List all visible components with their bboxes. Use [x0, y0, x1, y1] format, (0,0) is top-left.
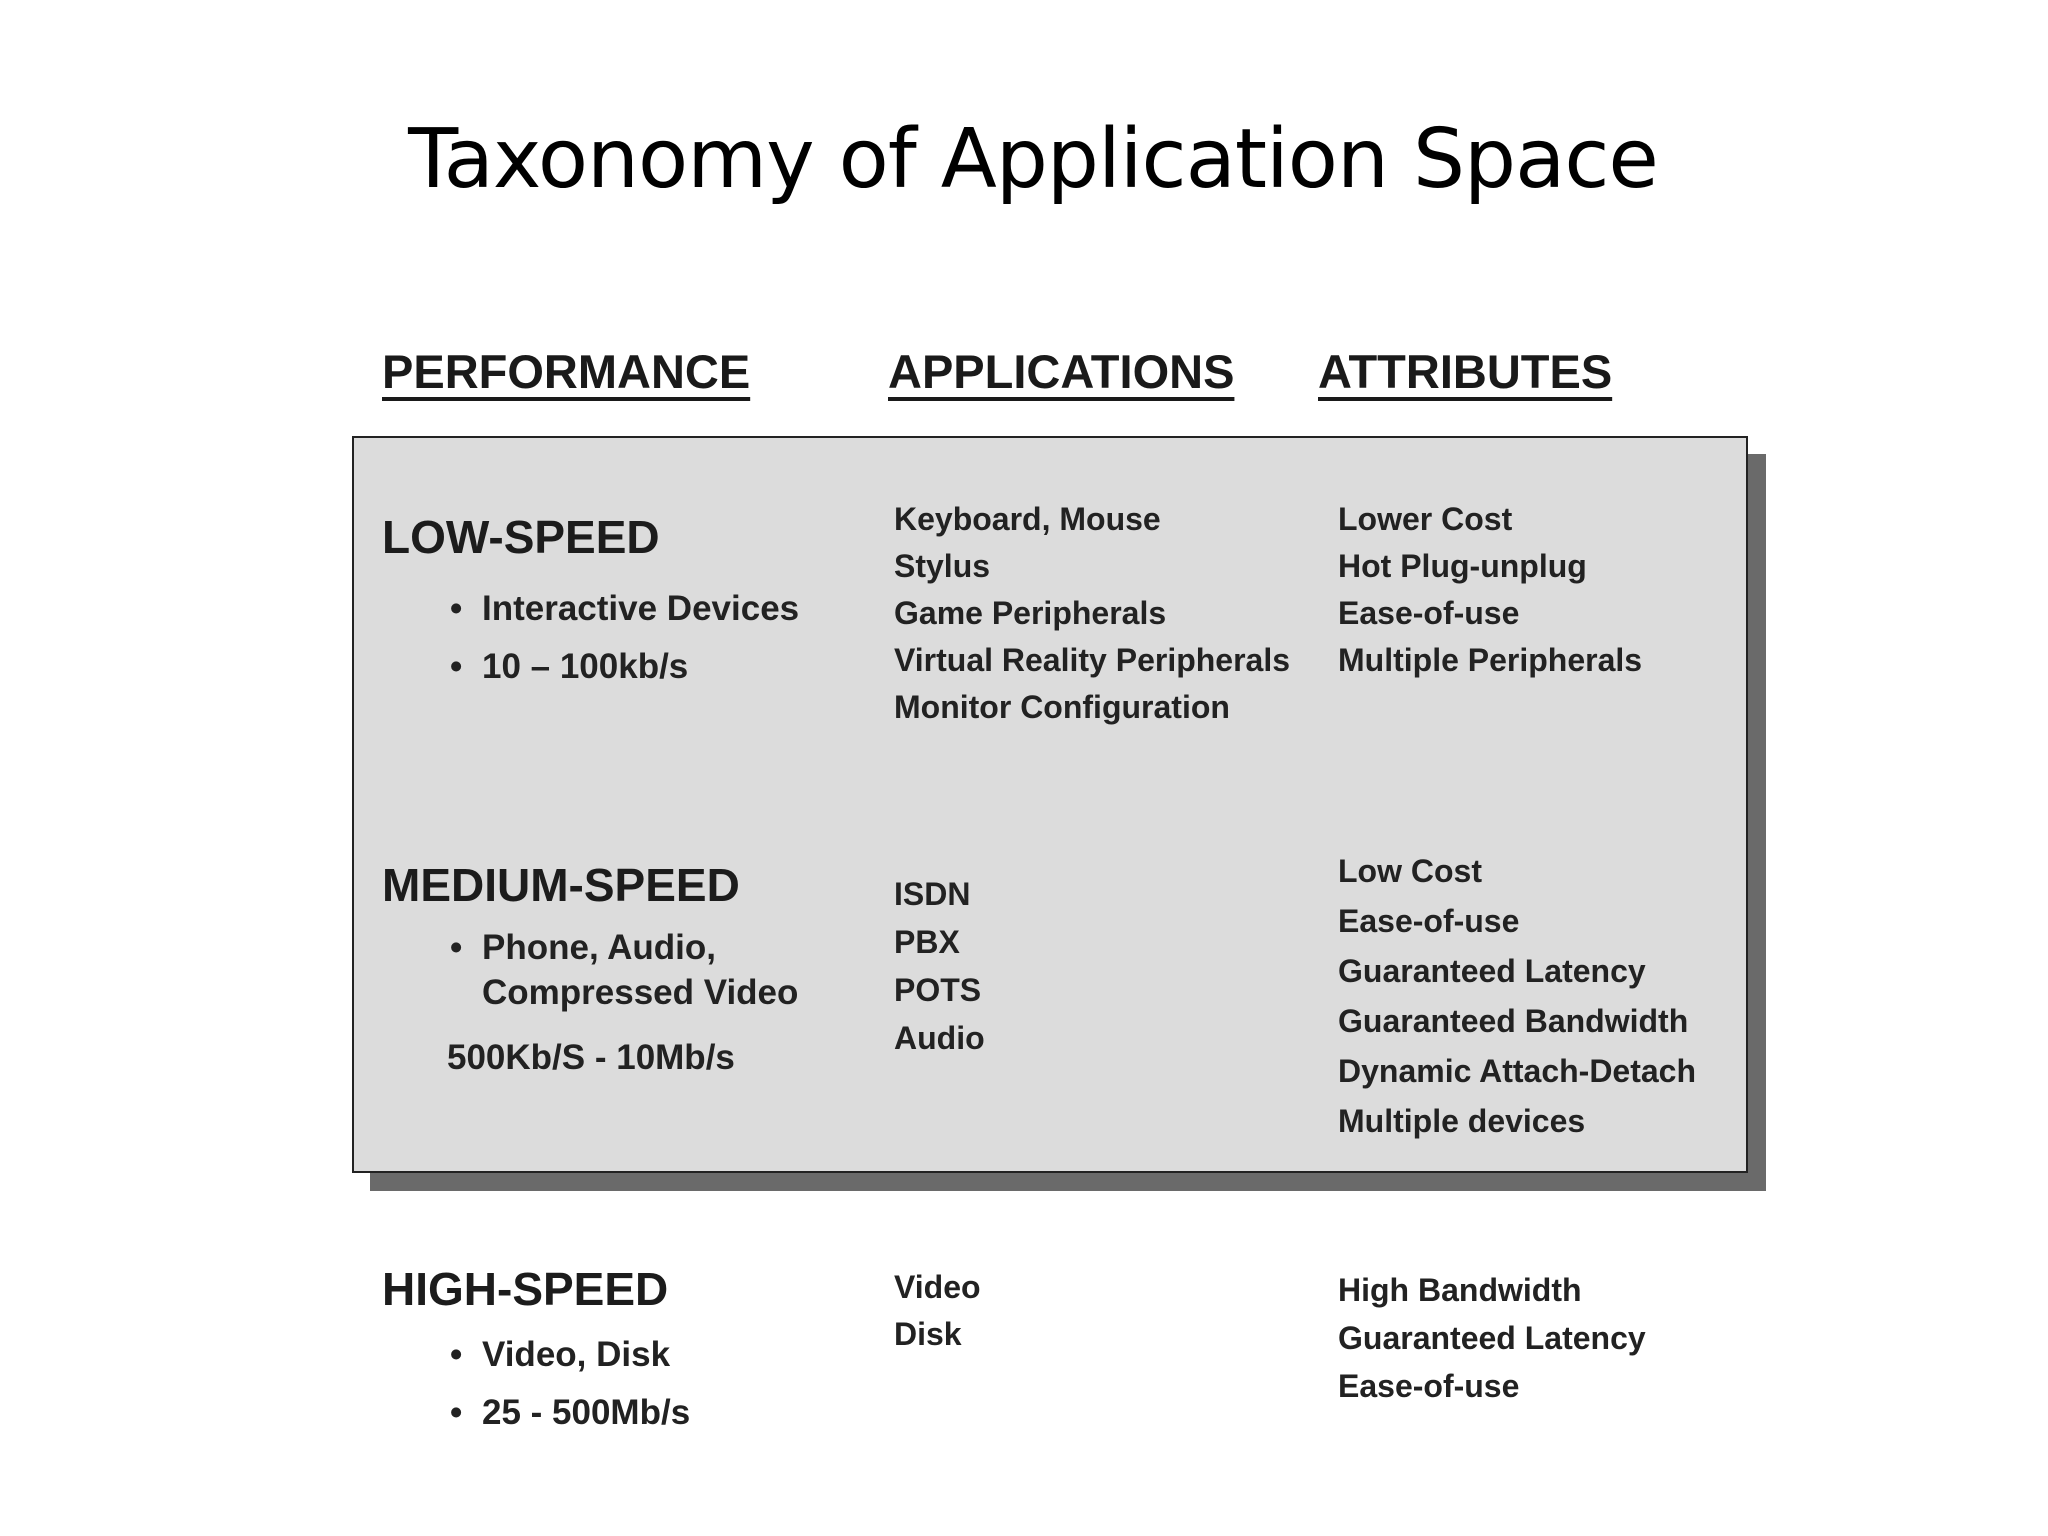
attribute-item: Low Cost [1338, 853, 1482, 889]
application-item: PBX [894, 924, 960, 960]
attribute-item: Guaranteed Latency [1338, 953, 1646, 989]
medium-speed-bullets [450, 925, 798, 1015]
medium-speed-rate: 500Kb/S - 10Mb/s [447, 1038, 735, 1077]
bullet-item [450, 638, 799, 696]
attribute-item: Guaranteed Latency [1338, 1320, 1646, 1356]
application-item: Keyboard, Mouse [894, 501, 1161, 537]
application-item: Virtual Reality Peripherals [894, 642, 1291, 678]
attribute-item: Ease-of-use [1338, 595, 1520, 631]
high-speed-applications [894, 1264, 981, 1358]
bullet-dot: • [450, 1393, 463, 1432]
bullet-item [450, 1384, 690, 1442]
application-item: Video [894, 1269, 981, 1305]
low-speed-attributes [1338, 496, 1642, 684]
attribute-item: Multiple Peripherals [1338, 642, 1643, 678]
bullet-dot: • [450, 647, 463, 686]
header-performance: PERFORMANCE [382, 345, 751, 398]
low-speed-applications [894, 496, 1290, 731]
attribute-item: Ease-of-use [1338, 1368, 1520, 1404]
bullet-item [450, 580, 799, 638]
attribute-item: Dynamic Attach-Detach [1338, 1053, 1697, 1089]
tier-title-medium-speed: MEDIUM-SPEED [382, 859, 740, 911]
header-attributes: ATTRIBUTES [1318, 345, 1613, 398]
bullet-text: Compressed Video [482, 973, 799, 1012]
bullet-text: Video, Disk [482, 1335, 671, 1374]
application-item: ISDN [894, 876, 971, 912]
application-item: Game Peripherals [894, 595, 1167, 631]
bullet-text: 10 – 100kb/s [482, 647, 689, 686]
low-speed-bullets [450, 580, 799, 696]
bullet-item-continuation [450, 970, 798, 1015]
attribute-item: High Bandwidth [1338, 1272, 1582, 1308]
tier-title-low-speed: LOW-SPEED [382, 511, 660, 563]
header-applications: APPLICATIONS [888, 345, 1235, 398]
slide-title: Taxonomy of Application Space [408, 112, 1658, 207]
bullet-text: 25 - 500Mb/s [482, 1393, 691, 1432]
medium-speed-applications [894, 870, 985, 1062]
application-item: Audio [894, 1020, 985, 1056]
bullet-text: Interactive Devices [482, 589, 800, 628]
bullet-dot: • [450, 928, 463, 967]
bullet-dot: • [450, 1335, 463, 1374]
attribute-item: Guaranteed Bandwidth [1338, 1003, 1689, 1039]
application-item: Monitor Configuration [894, 689, 1230, 725]
application-item: Disk [894, 1316, 962, 1352]
bullet-dot: • [450, 589, 463, 628]
medium-speed-attributes [1338, 846, 1696, 1146]
attribute-item: Multiple devices [1338, 1103, 1586, 1139]
attribute-item: Hot Plug-unplug [1338, 548, 1587, 584]
attribute-item: Ease-of-use [1338, 903, 1520, 939]
tier-title-high-speed: HIGH-SPEED [382, 1263, 669, 1315]
high-speed-bullets [450, 1326, 690, 1442]
high-speed-attributes [1338, 1266, 1646, 1410]
attribute-item: Lower Cost [1338, 501, 1513, 537]
bullet-item [450, 925, 798, 970]
bullet-text: Phone, Audio, [482, 928, 716, 967]
application-item: Stylus [894, 548, 991, 584]
bullet-item [450, 1326, 690, 1384]
application-item: POTS [894, 972, 982, 1008]
